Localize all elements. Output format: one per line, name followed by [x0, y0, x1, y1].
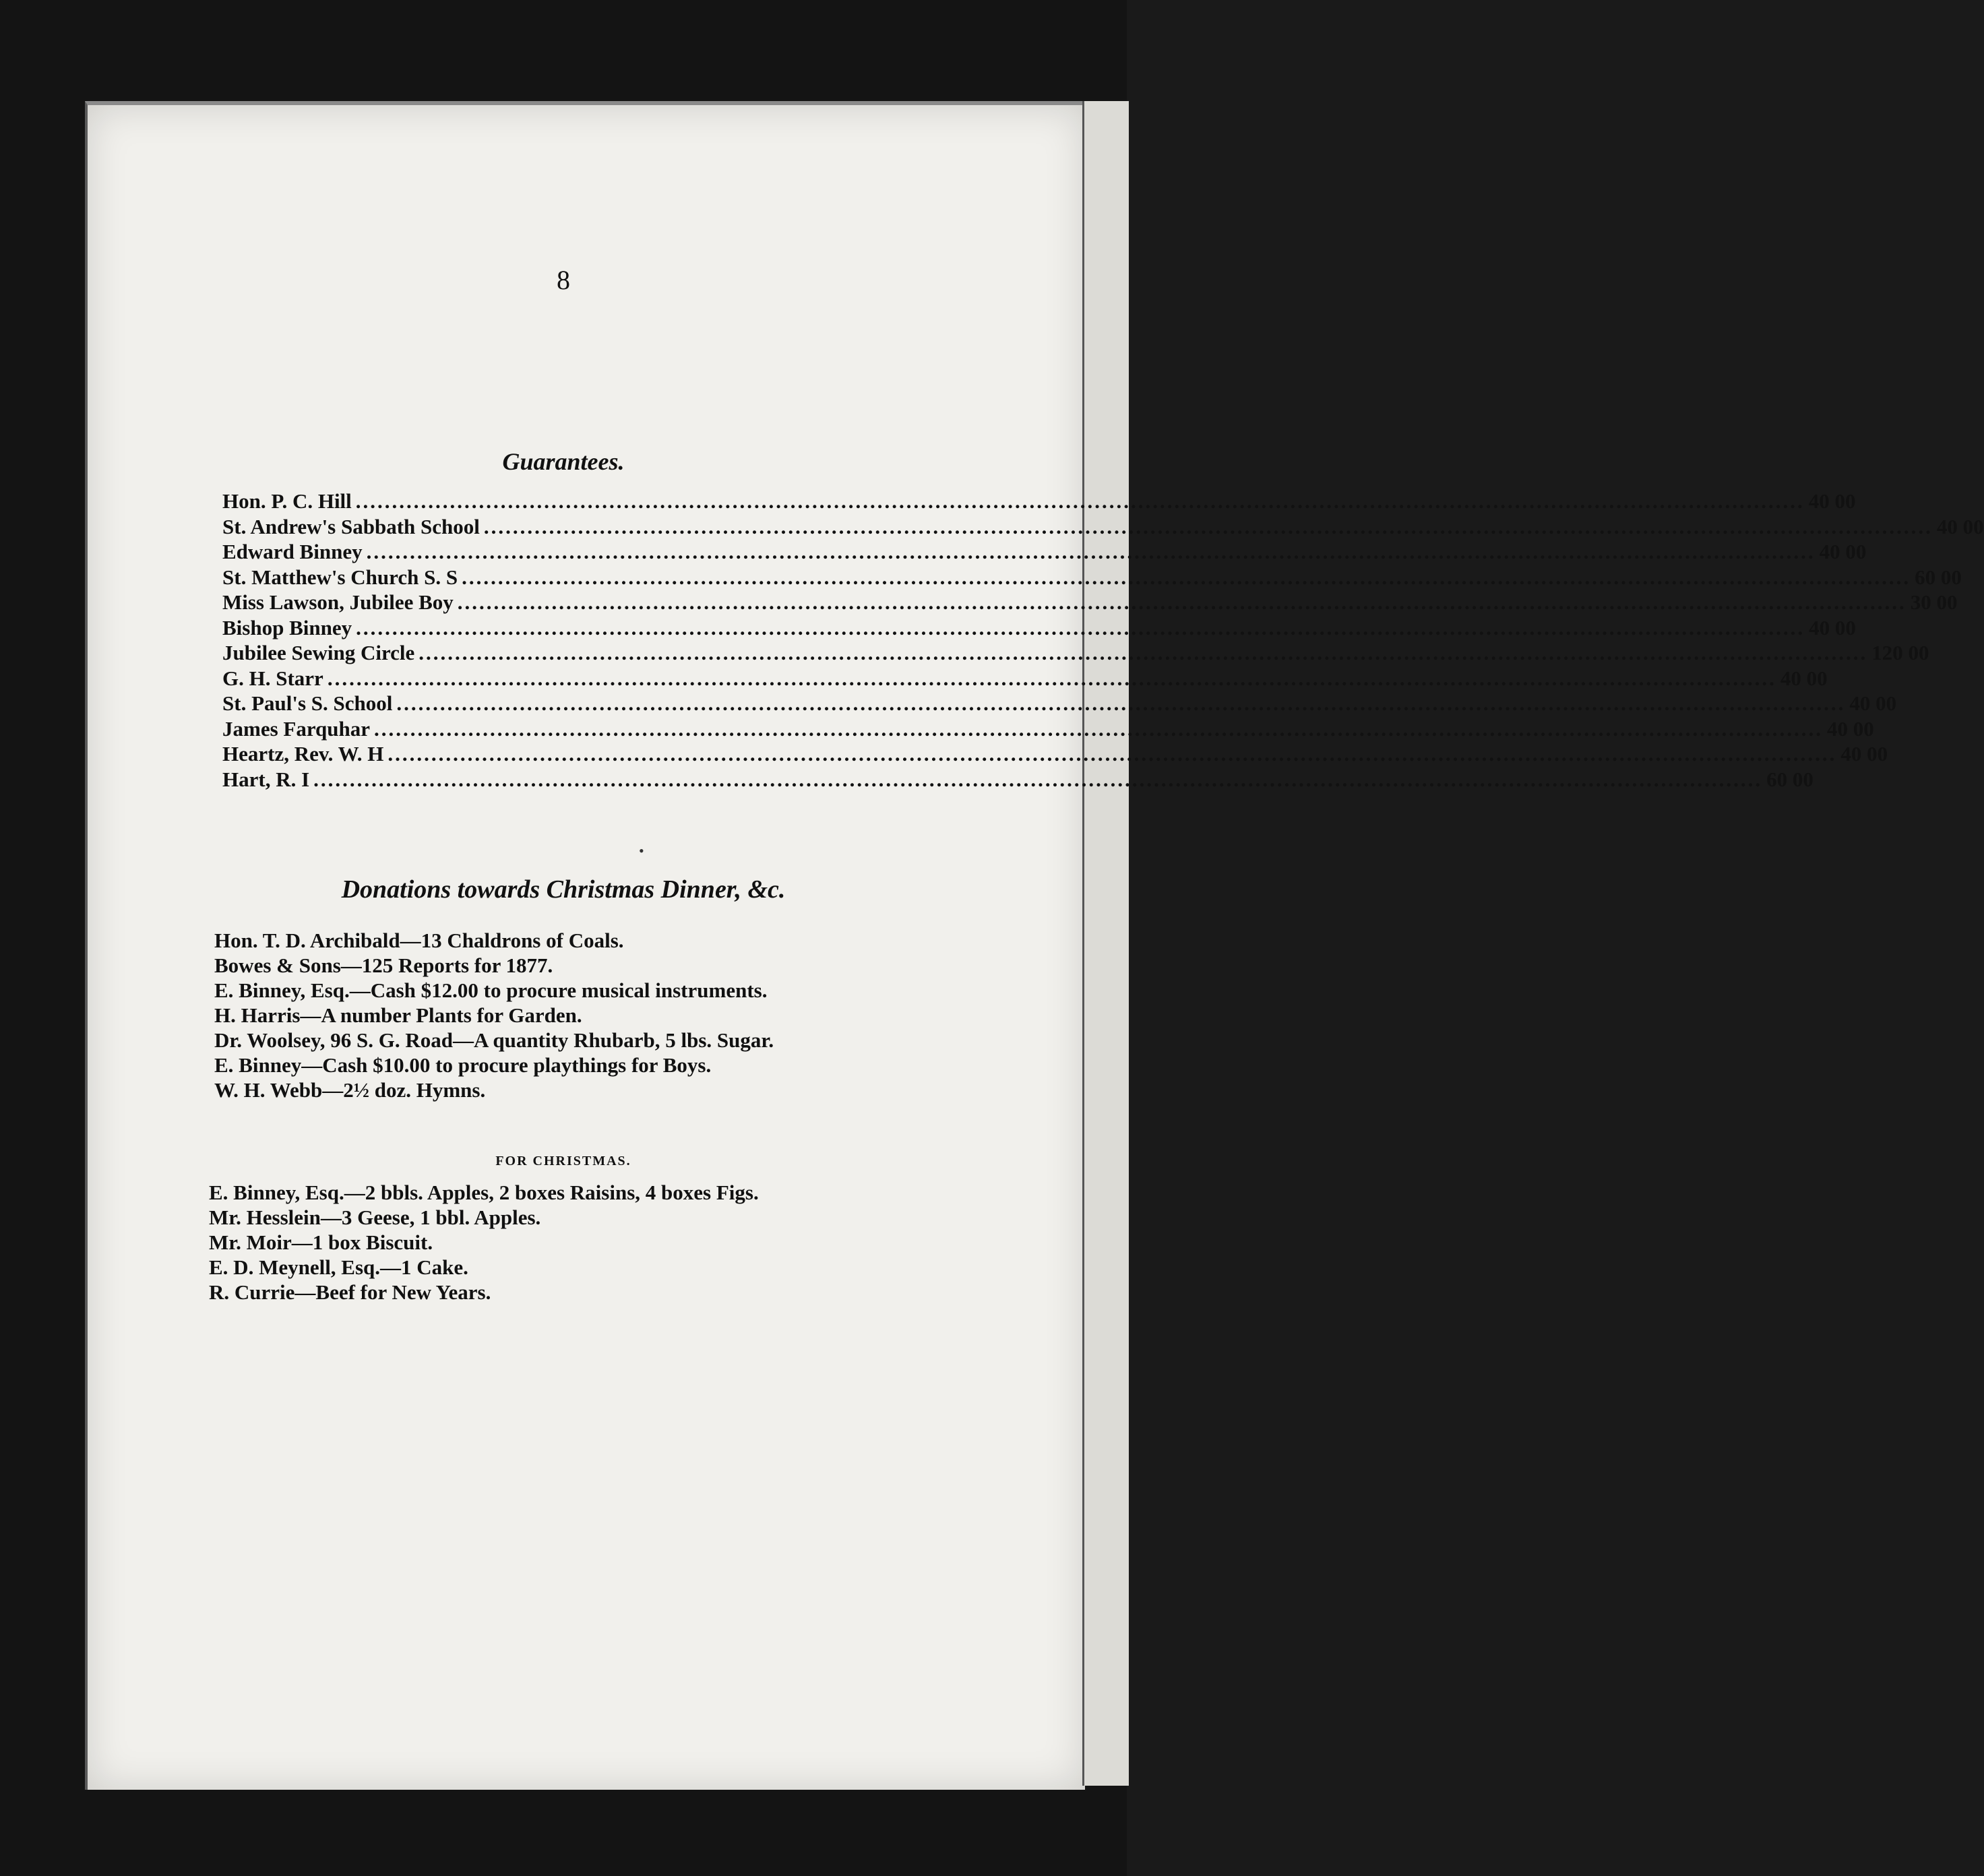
christmas-entry: E. D. Meynell, Esq.—1 Cake.: [209, 1255, 468, 1279]
guarantees-list: [222, 489, 1984, 792]
guarantee-row: [222, 540, 1867, 565]
guarantee-amount: 40 00: [1819, 540, 1867, 563]
guarantee-row: [222, 565, 1962, 591]
leader-dots: ........................................................................................................................................................................................................: [462, 565, 1911, 589]
guarantee-row: [222, 666, 1828, 692]
guarantee-name: Hon. P. C. Hill: [222, 489, 352, 513]
donation-entry: Dr. Woolsey, 96 S. G. Road—A quantity Rhubarb, 5 lbs. Sugar.: [214, 1028, 774, 1052]
guarantee-name: Miss Lawson, Jubilee Boy: [222, 590, 454, 614]
donations-list: [214, 929, 996, 1103]
stray-mark: •: [639, 842, 644, 859]
guarantees-heading: Guarantees.: [502, 448, 625, 475]
leader-dots: ........................................................................................................................................................................................................: [366, 540, 1816, 563]
page-number: 8: [557, 265, 570, 295]
leader-dots: ........................................................................................................................................................................................................: [355, 489, 1805, 513]
leader-dots: ........................................................................................................................................................................................................: [327, 666, 1776, 690]
for-christmas-heading: FOR CHRISTMAS.: [495, 1154, 631, 1168]
guarantee-name: St. Andrew's Sabbath School: [222, 514, 480, 538]
guarantee-name: Hart, R. I: [222, 767, 310, 791]
christmas-entry: R. Currie—Beef for New Years.: [209, 1280, 491, 1304]
guarantee-amount: 40 00: [1808, 489, 1856, 513]
guarantee-name: Jubilee Sewing Circle: [222, 641, 415, 664]
guarantee-amount: 60 00: [1915, 565, 1962, 589]
guarantee-amount: 40 00: [1809, 615, 1856, 639]
christmas-entry: Mr. Hesslein—3 Geese, 1 bbl. Apples.: [209, 1206, 541, 1229]
guarantee-name: St. Paul's S. School: [222, 691, 393, 715]
guarantee-amount: 40 00: [1780, 666, 1828, 690]
guarantee-amount: 30 00: [1910, 590, 1958, 614]
leader-dots: ........................................................................................................................................................................................................: [483, 514, 1933, 538]
for-christmas-list: [209, 1181, 997, 1305]
guarantee-row: [222, 590, 1958, 616]
guarantee-name: James Farquhar: [222, 716, 371, 741]
guarantee-row: [222, 691, 1897, 717]
guarantee-amount: 40 00: [1840, 742, 1888, 765]
leader-dots: ........................................................................................................................................................................................................: [418, 641, 1868, 664]
guarantee-row: [222, 742, 1888, 768]
guarantee-name: Bishop Binney: [222, 615, 352, 639]
donation-entry: Hon. T. D. Archibald—13 Chaldrons of Coals.: [214, 929, 624, 952]
guarantee-row: [222, 514, 1984, 540]
guarantee-row: [222, 716, 1874, 743]
guarantee-amount: 40 00: [1827, 716, 1874, 741]
guarantee-amount: 40 00: [1849, 691, 1897, 715]
guarantee-amount: 60 00: [1766, 767, 1814, 791]
leader-dots: ........................................................................................................................................................................................................: [457, 590, 1906, 614]
leader-dots: ........................................................................................................................................................................................................: [374, 716, 1824, 741]
donations-heading: Donations towards Christmas Dinner, &c.: [341, 875, 786, 904]
guarantee-name: G. H. Starr: [222, 666, 323, 690]
leader-dots: ........................................................................................................................................................................................................: [313, 767, 1763, 791]
donation-entry: Bowes & Sons—125 Reports for 1877.: [214, 953, 553, 977]
guarantee-amount: 120 00: [1871, 641, 1929, 664]
guarantee-row: [222, 615, 1856, 642]
donation-entry: E. Binney—Cash $10.00 to procure playthings for Boys.: [214, 1053, 712, 1077]
guarantee-row: [222, 641, 1929, 666]
guarantee-name: St. Matthew's Church S. S: [222, 565, 458, 589]
guarantee-row: [222, 767, 1814, 793]
leader-dots: ........................................................................................................................................................................................................: [396, 691, 1846, 715]
donation-entry: H. Harris—A number Plants for Garden.: [214, 1003, 582, 1027]
guarantee-row: [222, 489, 1856, 515]
adjacent-page-edge: [1082, 101, 1129, 1786]
donation-entry: W. H. Webb—2½ doz. Hymns.: [214, 1078, 486, 1102]
leader-dots: ........................................................................................................................................................................................................: [388, 742, 1837, 765]
christmas-entry: Mr. Moir—1 box Biscuit.: [209, 1230, 433, 1254]
guarantee-name: Edward Binney: [222, 540, 363, 563]
guarantee-name: Heartz, Rev. W. H: [222, 742, 384, 765]
donation-entry: E. Binney, Esq.—Cash $12.00 to procure musical instruments.: [214, 978, 768, 1002]
guarantee-amount: 40 00: [1936, 514, 1984, 538]
christmas-entry: E. Binney, Esq.—2 bbls. Apples, 2 boxes Raisins, 4 boxes Figs.: [209, 1181, 759, 1204]
leader-dots: ........................................................................................................................................................................................................: [356, 615, 1805, 639]
